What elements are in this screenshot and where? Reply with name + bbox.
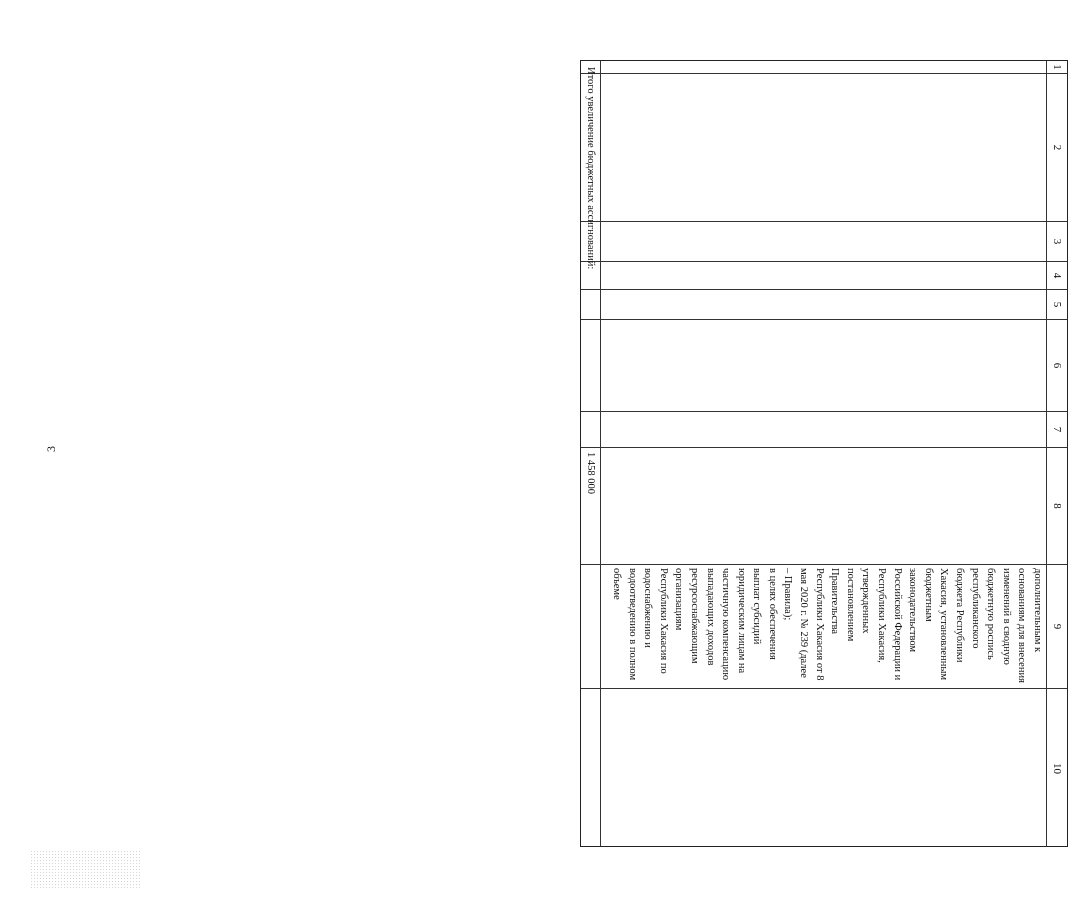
column-header-8: 8 bbox=[1051, 503, 1063, 509]
text-line: постановлением bbox=[844, 568, 856, 642]
text-line: утвержденных bbox=[860, 568, 872, 634]
text-line: Правительства bbox=[829, 568, 841, 635]
text-line: Российской Федерации и bbox=[891, 568, 903, 681]
text-line: основаниям для внесения bbox=[1016, 568, 1028, 683]
text-line: Республики Хакасия, bbox=[876, 568, 888, 663]
column-header-4: 4 bbox=[1051, 272, 1063, 279]
column-6 bbox=[581, 319, 1067, 411]
text-line: мая 2020 г. № 239 (далее bbox=[798, 568, 810, 678]
text-line: бюджетным bbox=[922, 568, 934, 622]
text-line: водоотведению в полном bbox=[626, 568, 638, 681]
text-line: в целях обеспечения bbox=[766, 568, 778, 660]
column-9-text bbox=[608, 568, 1045, 686]
text-line: республиканского bbox=[969, 568, 981, 649]
page-number: 3 bbox=[44, 446, 58, 452]
text-line: бюджета Республики bbox=[954, 568, 966, 663]
text-line: Хакасия, установленным bbox=[938, 568, 950, 681]
text-line: бюджетную роспись bbox=[985, 568, 997, 660]
column-1 bbox=[581, 61, 1067, 73]
text-line: ресурсоснабжающим bbox=[688, 568, 700, 664]
text-line: объеме bbox=[610, 568, 622, 600]
budget-table bbox=[580, 60, 1068, 847]
text-line: – Правила); bbox=[782, 568, 794, 621]
text-line: Республики Хакасия от 8 bbox=[813, 568, 825, 681]
text-line: выплат субсидий bbox=[751, 568, 763, 645]
text-line: Республики Хакасия по bbox=[657, 568, 669, 674]
column-9 bbox=[581, 564, 1067, 688]
column-4 bbox=[581, 261, 1067, 289]
column-header-10: 10 bbox=[1051, 763, 1063, 774]
column-7 bbox=[581, 411, 1067, 447]
total-value: 1 458 000 bbox=[585, 452, 596, 494]
column-10 bbox=[581, 688, 1067, 848]
column-header-5: 5 bbox=[1051, 301, 1063, 308]
column-header-9: 9 bbox=[1051, 623, 1063, 630]
column-8 bbox=[581, 447, 1067, 564]
column-header-6: 6 bbox=[1051, 362, 1063, 369]
text-line: организациям bbox=[673, 568, 685, 631]
faded-stamp bbox=[30, 850, 140, 890]
column-2 bbox=[581, 73, 1067, 221]
column-header-3: 3 bbox=[1051, 238, 1063, 245]
text-line: законодательством bbox=[907, 568, 919, 653]
column-header-7: 7 bbox=[1051, 426, 1063, 433]
text-line: выпадающих доходов bbox=[704, 568, 716, 666]
column-5 bbox=[581, 289, 1067, 319]
total-label: Итого увеличение бюджетных ассигнований: bbox=[585, 67, 596, 270]
text-line: дополнительным к bbox=[1032, 568, 1043, 653]
text-line: юридическим лицам на bbox=[735, 568, 747, 674]
text-line: водоснабжению и bbox=[642, 568, 654, 648]
column-header-2: 2 bbox=[1051, 144, 1063, 151]
column-header-1: 1 bbox=[1051, 64, 1063, 70]
text-line: частичную компенсацию bbox=[720, 568, 732, 681]
column-3 bbox=[581, 221, 1067, 261]
total-row bbox=[581, 61, 601, 846]
text-line: изменений в сводную bbox=[1000, 568, 1012, 665]
